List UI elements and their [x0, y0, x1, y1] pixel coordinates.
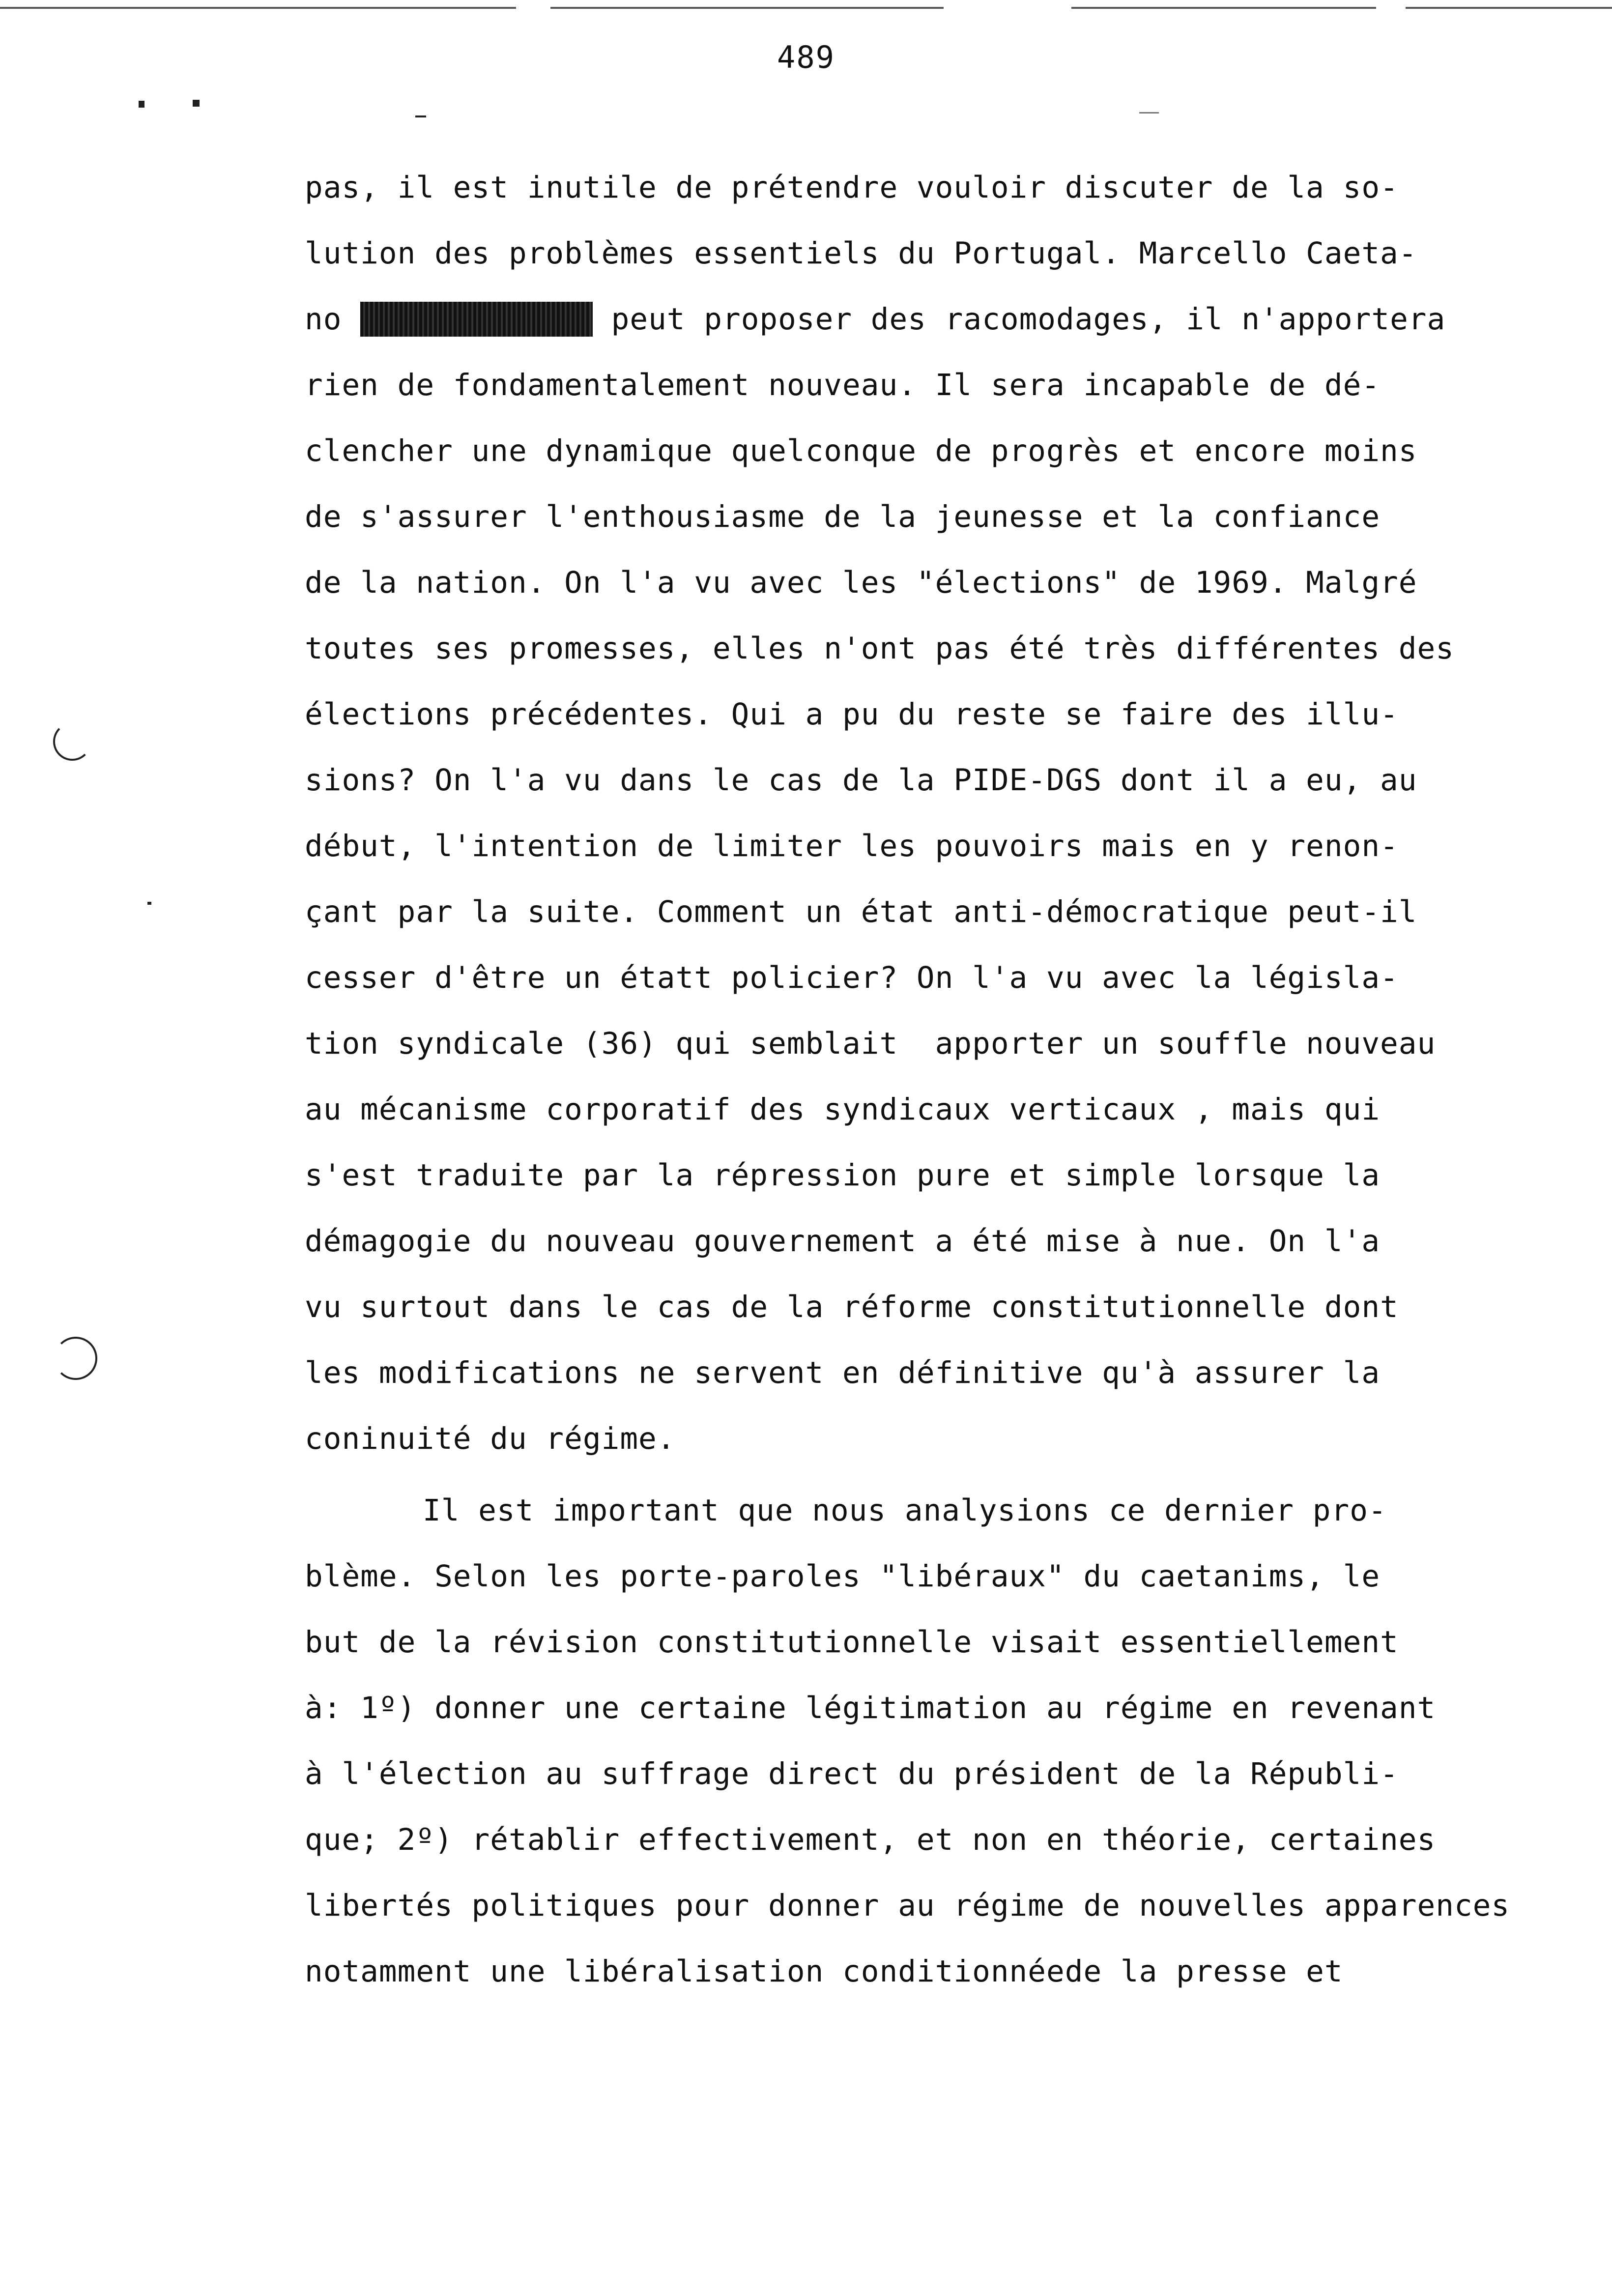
scan-edge-mark — [1406, 7, 1612, 9]
text-line: coninuité du régime. — [305, 1421, 676, 1456]
text-line — [305, 287, 1602, 352]
struck-out-text — [360, 302, 593, 337]
text-line: à l'élection au suffrage direct du président de la Républi- — [305, 1756, 1399, 1791]
text-segment: no — [305, 302, 361, 337]
text-line: toutes ses promesses, elles n'ont pas été très différentes des — [305, 631, 1454, 666]
scan-edge-mark — [0, 7, 516, 9]
stray-mark — [147, 902, 151, 905]
paragraph — [305, 1478, 1602, 2005]
text-line: but de la révision constitutionnelle visait essentiellement — [305, 1625, 1399, 1660]
stray-mark — [415, 115, 426, 117]
text-line: les modifications ne servent en définitive qu'à assurer la — [305, 1355, 1381, 1390]
text-line: démagogie du nouveau gouvernement a été mise à nue. On l'a — [305, 1224, 1381, 1259]
stray-mark — [139, 101, 144, 108]
text-line: de s'assurer l'enthousiasme de la jeunesse et la confiance — [305, 499, 1381, 534]
page-number: 489 — [777, 39, 835, 75]
text-line: à: 1º) donner une certaine légitimation au régime en revenant — [305, 1691, 1436, 1725]
text-line: début, l'intention de limiter les pouvoirs mais en y renon- — [305, 829, 1399, 863]
text-segment: peut proposer des racomodages, il n'apportera — [592, 302, 1446, 337]
text-line: cesser d'être un étatt policier? On l'a vu avec la législa- — [305, 960, 1399, 995]
text-line: tion syndicale (36) qui semblait apporter un souffle nouveau — [305, 1026, 1436, 1061]
paragraph-gap — [305, 1472, 1602, 1478]
text-line: que; 2º) rétablir effectivement, et non en théorie, certaines — [305, 1822, 1436, 1857]
text-line: notamment une libéralisation conditionnéede la presse et — [305, 1954, 1343, 1989]
text-line: lution des problèmes essentiels du Portugal. Marcello Caeta- — [305, 236, 1417, 271]
margin-mark — [53, 722, 91, 761]
text-line: s'est traduite par la répression pure et simple lorsque la — [305, 1158, 1381, 1193]
text-line: élections précédentes. Qui a pu du reste se faire des illu- — [305, 697, 1399, 732]
paragraph — [305, 155, 1602, 1472]
stray-mark — [1139, 112, 1159, 114]
margin-mark — [54, 1337, 97, 1380]
paragraphs — [305, 155, 1602, 2005]
text-line: vu surtout dans le cas de la réforme constitutionnelle dont — [305, 1290, 1399, 1324]
text-line: de la nation. On l'a vu avec les "élections" de 1969. Malgré — [305, 565, 1417, 600]
body-text — [305, 155, 1602, 2005]
text-line: sions? On l'a vu dans le cas de la PIDE-DGS dont il a eu, au — [305, 763, 1417, 798]
stray-mark — [193, 100, 200, 107]
text-line: rien de fondamentalement nouveau. Il sera incapable de dé- — [305, 368, 1381, 402]
text-line: au mécanisme corporatif des syndicaux verticaux , mais qui — [305, 1092, 1381, 1127]
text-line: blème. Selon les porte-paroles "libéraux" du caetanims, le — [305, 1559, 1381, 1594]
text-line: Il est important que nous analysions ce dernier pro- — [423, 1493, 1387, 1528]
scan-edge-mark — [1071, 7, 1376, 9]
text-line: çant par la suite. Comment un état anti-démocratique peut-il — [305, 894, 1417, 929]
text-line: pas, il est inutile de prétendre vouloir discuter de la so- — [305, 170, 1399, 205]
text-line: clencher une dynamique quelconque de progrès et encore moins — [305, 433, 1417, 468]
text-line: libertés politiques pour donner au régime de nouvelles apparences — [305, 1888, 1510, 1923]
scan-edge-mark — [550, 7, 944, 9]
